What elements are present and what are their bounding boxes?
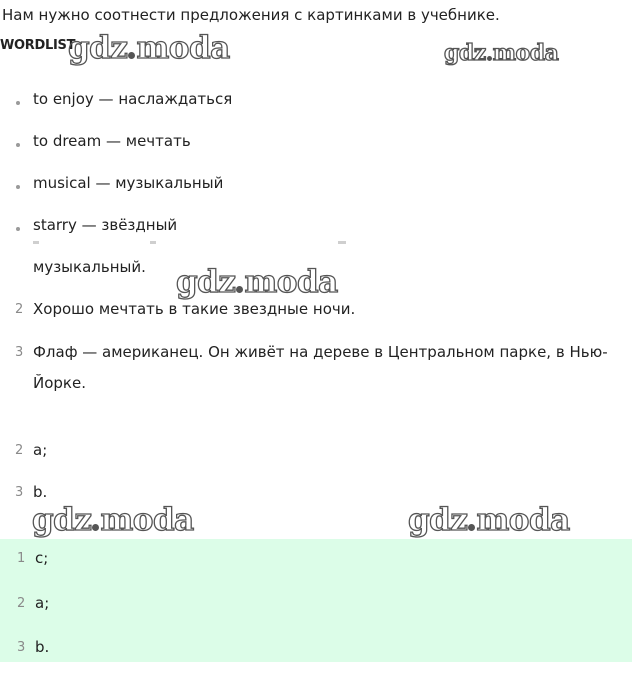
item-number: 3 [15,345,24,360]
answer-number: 1 [17,551,26,566]
sentence-item: Хорошо мечтать в такие звездные ночи. [33,300,356,318]
answer-panel [0,539,632,662]
word-item: musical — музыкальный [33,174,224,192]
watermark-logo [408,502,570,538]
item-number: 2 [15,302,24,317]
wordlist-label: WORDLIST [0,38,76,53]
watermark-logo [32,502,194,538]
watermark-dot [128,52,135,59]
answer-number: 3 [15,485,24,500]
cropped-text-fragment [338,241,346,244]
bullet-icon [16,227,20,231]
bullet-icon [16,143,20,147]
answer-item: b. [35,638,50,656]
watermark-right: moda [476,502,570,538]
answer-number: 2 [15,443,24,458]
word-item: to dream — мечтать [33,132,191,150]
watermark-right: moda [492,40,559,66]
sentence-fragment: музыкальный. [33,258,146,276]
sentence-item: Флаф — американец. Он живёт на дереве в Центральном парке, в Нью- [33,343,608,361]
watermark-dot [487,56,492,61]
bullet-icon [16,101,20,105]
watermark-right: moda [136,30,230,66]
watermark-right: moda [244,264,338,300]
bullet-icon [16,185,20,189]
answer-item: a; [35,594,50,612]
cropped-text-fragment [150,241,156,244]
watermark-left: gdz [408,502,468,538]
answer-item: b. [33,483,48,501]
watermark-left: gdz [32,502,92,538]
watermark-left: gdz [176,264,236,300]
watermark-logo [176,264,338,300]
watermark-left: gdz [68,30,128,66]
answer-item: c; [35,549,49,567]
sentence-item-continuation: Йорке. [33,374,86,392]
watermark-dot [236,286,243,293]
word-item: starry — звёздный [33,216,178,234]
answer-item: a; [33,441,48,459]
answer-number: 2 [17,596,26,611]
cropped-text-fragment [33,241,39,244]
watermark-dot [92,524,99,531]
answer-number: 3 [17,640,26,655]
watermark-logo [68,30,230,66]
watermark-right: moda [100,502,194,538]
intro-text: Нам нужно соотнести предложения с картинками в учебнике. [2,6,500,24]
word-item: to enjoy — наслаждаться [33,90,233,108]
watermark-left: gdz [444,40,486,66]
watermark-dot [468,524,475,531]
watermark-logo [444,40,558,66]
